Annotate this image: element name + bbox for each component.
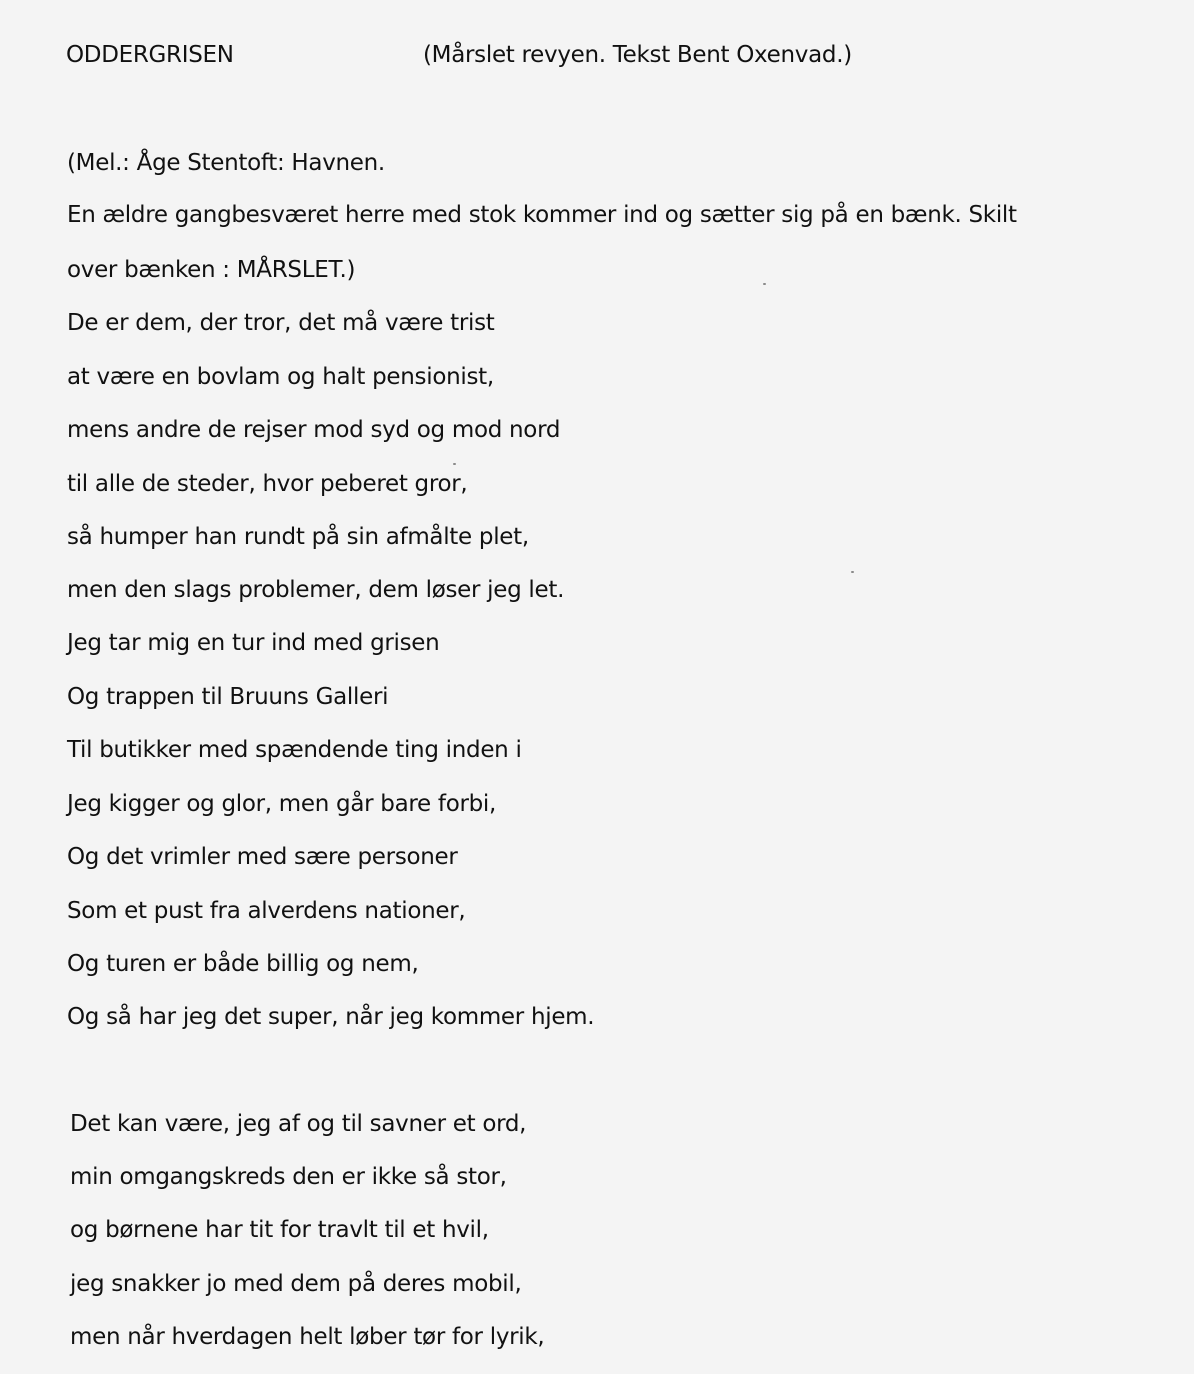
verse-line: min omgangskreds den er ikke så stor,: [70, 1164, 507, 1190]
intro-line: over bænken : MÅRSLET.): [67, 257, 356, 283]
verse-line: Som et pust fra alverdens nationer,: [67, 898, 466, 924]
verse-line: De er dem, der tror, det må være trist: [67, 310, 495, 336]
scan-speck: [453, 463, 456, 465]
song-title: ODDERGRISEN: [66, 42, 234, 68]
verse-line: jeg snakker jo med dem på deres mobil,: [70, 1271, 522, 1297]
intro-line: (Mel.: Åge Stentoft: Havnen.: [67, 150, 385, 176]
scan-speck: [851, 571, 854, 573]
verse-line: Jeg kigger og glor, men går bare forbi,: [67, 791, 497, 817]
song-source: (Mårslet revyen. Tekst Bent Oxenvad.): [423, 42, 852, 68]
scan-speck: [763, 283, 766, 285]
verse-line: at være en bovlam og halt pensionist,: [67, 364, 494, 390]
verse-line: Til butikker med spændende ting inden i: [67, 737, 522, 763]
verse-line: Og turen er både billig og nem,: [67, 951, 419, 977]
verse-line: så humper han rundt på sin afmålte plet,: [67, 524, 529, 550]
verse-line: Og trappen til Bruuns Galleri: [67, 684, 389, 710]
verse-line: Og så har jeg det super, når jeg kommer hjem.: [67, 1004, 595, 1030]
verse-line: men den slags problemer, dem løser jeg let.: [67, 577, 565, 603]
intro-line: En ældre gangbesværet herre med stok kommer ind og sætter sig på en bænk. Skilt: [67, 202, 1017, 228]
verse-line: men når hverdagen helt løber tør for lyrik,: [70, 1324, 545, 1350]
verse-line: Og det vrimler med sære personer: [67, 844, 458, 870]
verse-line: til alle de steder, hvor peberet gror,: [67, 471, 468, 497]
verse-line: Det kan være, jeg af og til savner et ord,: [70, 1111, 527, 1137]
verse-line: mens andre de rejser mod syd og mod nord: [67, 417, 561, 443]
verse-line: og børnene har tit for travlt til et hvil,: [70, 1217, 489, 1243]
verse-line: Jeg tar mig en tur ind med grisen: [67, 630, 440, 656]
